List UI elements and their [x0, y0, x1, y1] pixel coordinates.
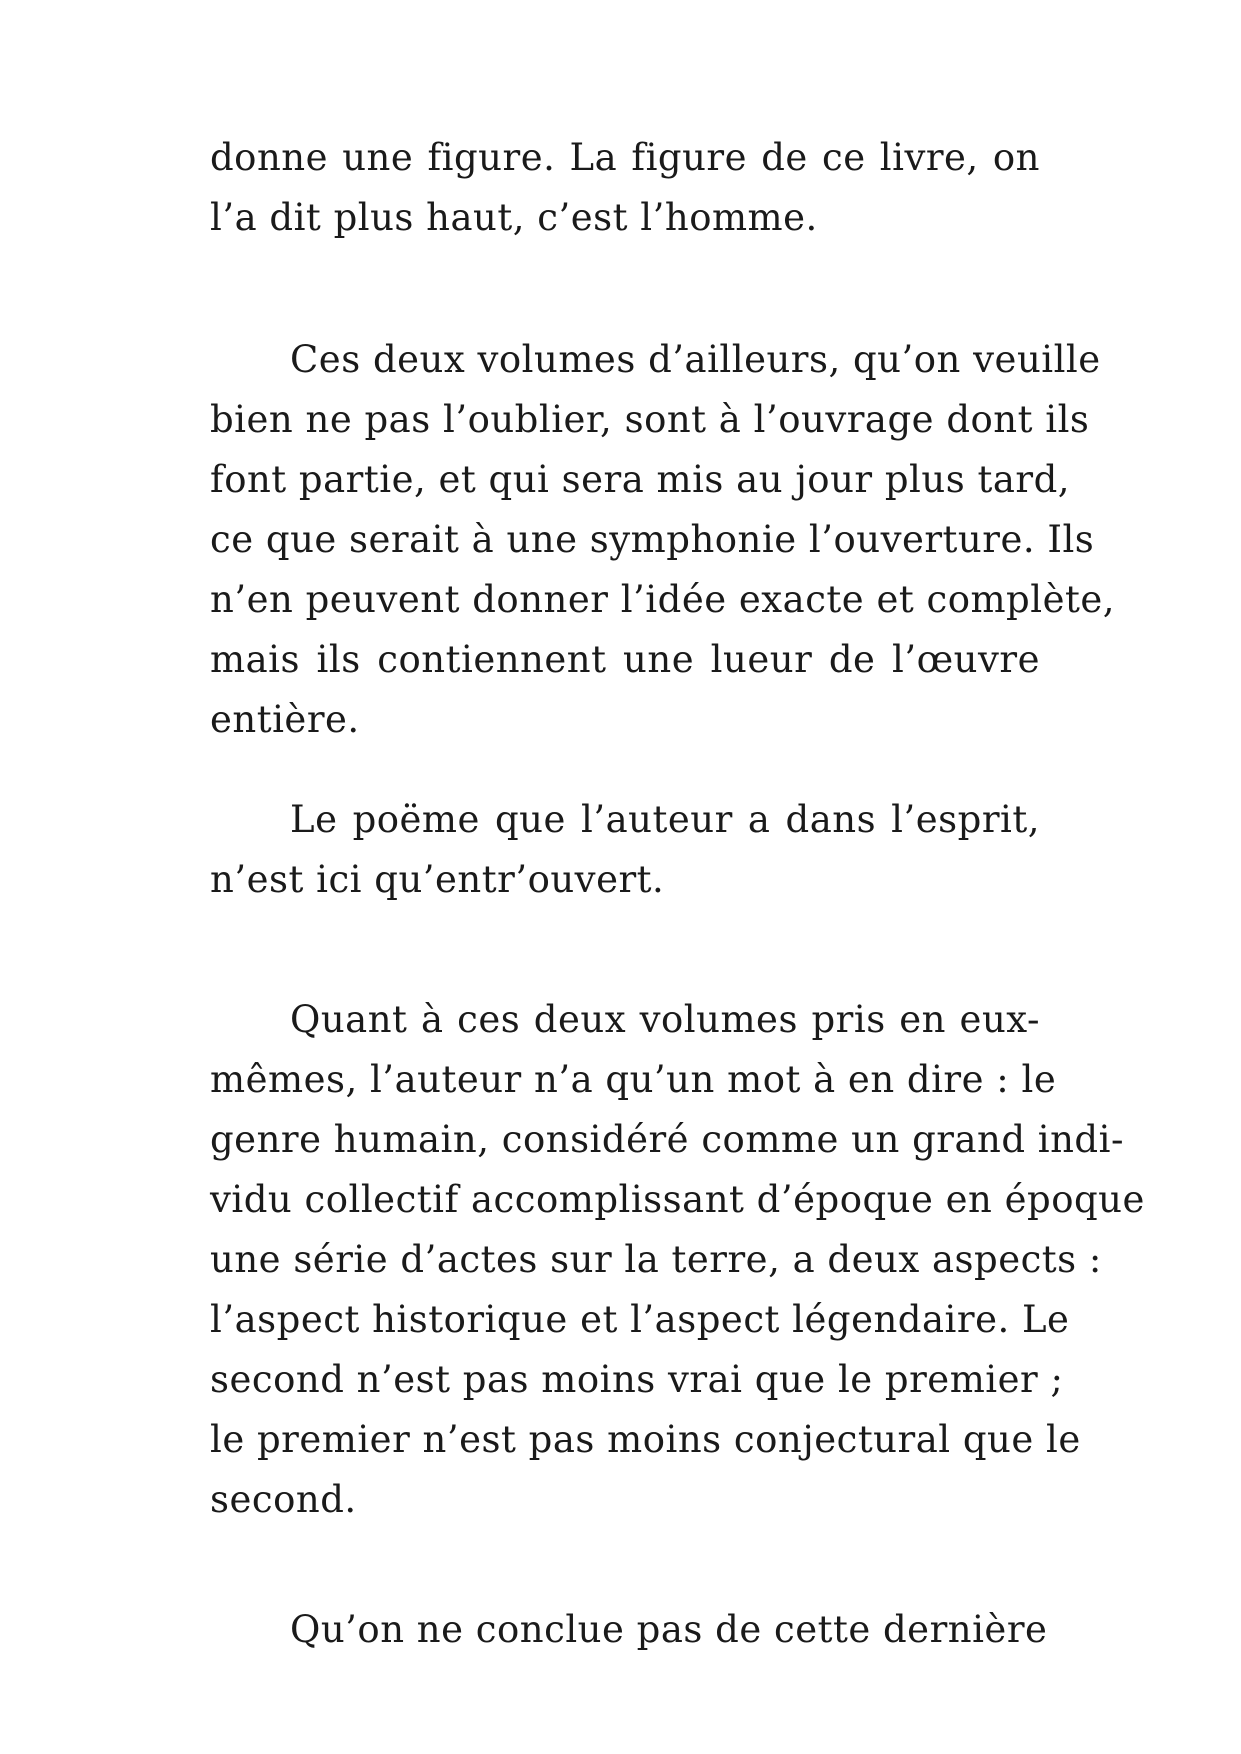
- text-line: bien ne pas l’oublier, sont à l’ouvrage dont ils: [210, 398, 1090, 441]
- text-line: genre humain, considéré comme un grand indi-: [210, 1118, 1124, 1161]
- text-line: l’a dit plus haut, c’est l’homme.: [210, 196, 818, 239]
- text-line: vidu collectif accomplissant d’époque en époque: [210, 1178, 1145, 1221]
- text-line: Le poëme que l’auteur a dans l’esprit,: [290, 798, 1040, 841]
- text-line: second n’est pas moins vrai que le premier ;: [210, 1358, 1064, 1401]
- text-line: donne une figure. La figure de ce livre, on: [210, 136, 1040, 179]
- text-line: mêmes, l’auteur n’a qu’un mot à en dire : le: [210, 1058, 1057, 1101]
- paragraph-5: [210, 1600, 1048, 1660]
- text-line: une série d’actes sur la terre, a deux aspects :: [210, 1238, 1102, 1281]
- text-line: entière.: [210, 698, 360, 741]
- text-line: mais ils contiennent une lueur de l’œuvre: [210, 638, 1040, 681]
- text-line: font partie, et qui sera mis au jour plus tard,: [210, 458, 1071, 501]
- paragraph-3: [210, 790, 1040, 910]
- text-line: n’est ici qu’entr’ouvert.: [210, 858, 665, 901]
- text-line: l’aspect historique et l’aspect légendaire. Le: [210, 1298, 1070, 1341]
- text-line: Ces deux volumes d’ailleurs, qu’on veuille: [290, 338, 1101, 381]
- text-line: Quant à ces deux volumes pris en eux-: [290, 998, 1040, 1041]
- paragraph-4: [210, 990, 1145, 1530]
- text-line: Qu’on ne conclue pas de cette dernière: [290, 1608, 1048, 1651]
- paragraph-2: [210, 330, 1116, 750]
- paragraph-1: [210, 128, 1040, 248]
- text-line: second.: [210, 1478, 357, 1521]
- text-line: le premier n’est pas moins conjectural que le: [210, 1418, 1081, 1461]
- text-line: ce que serait à une symphonie l’ouverture. Ils: [210, 518, 1095, 561]
- text-line: n’en peuvent donner l’idée exacte et complète,: [210, 578, 1116, 621]
